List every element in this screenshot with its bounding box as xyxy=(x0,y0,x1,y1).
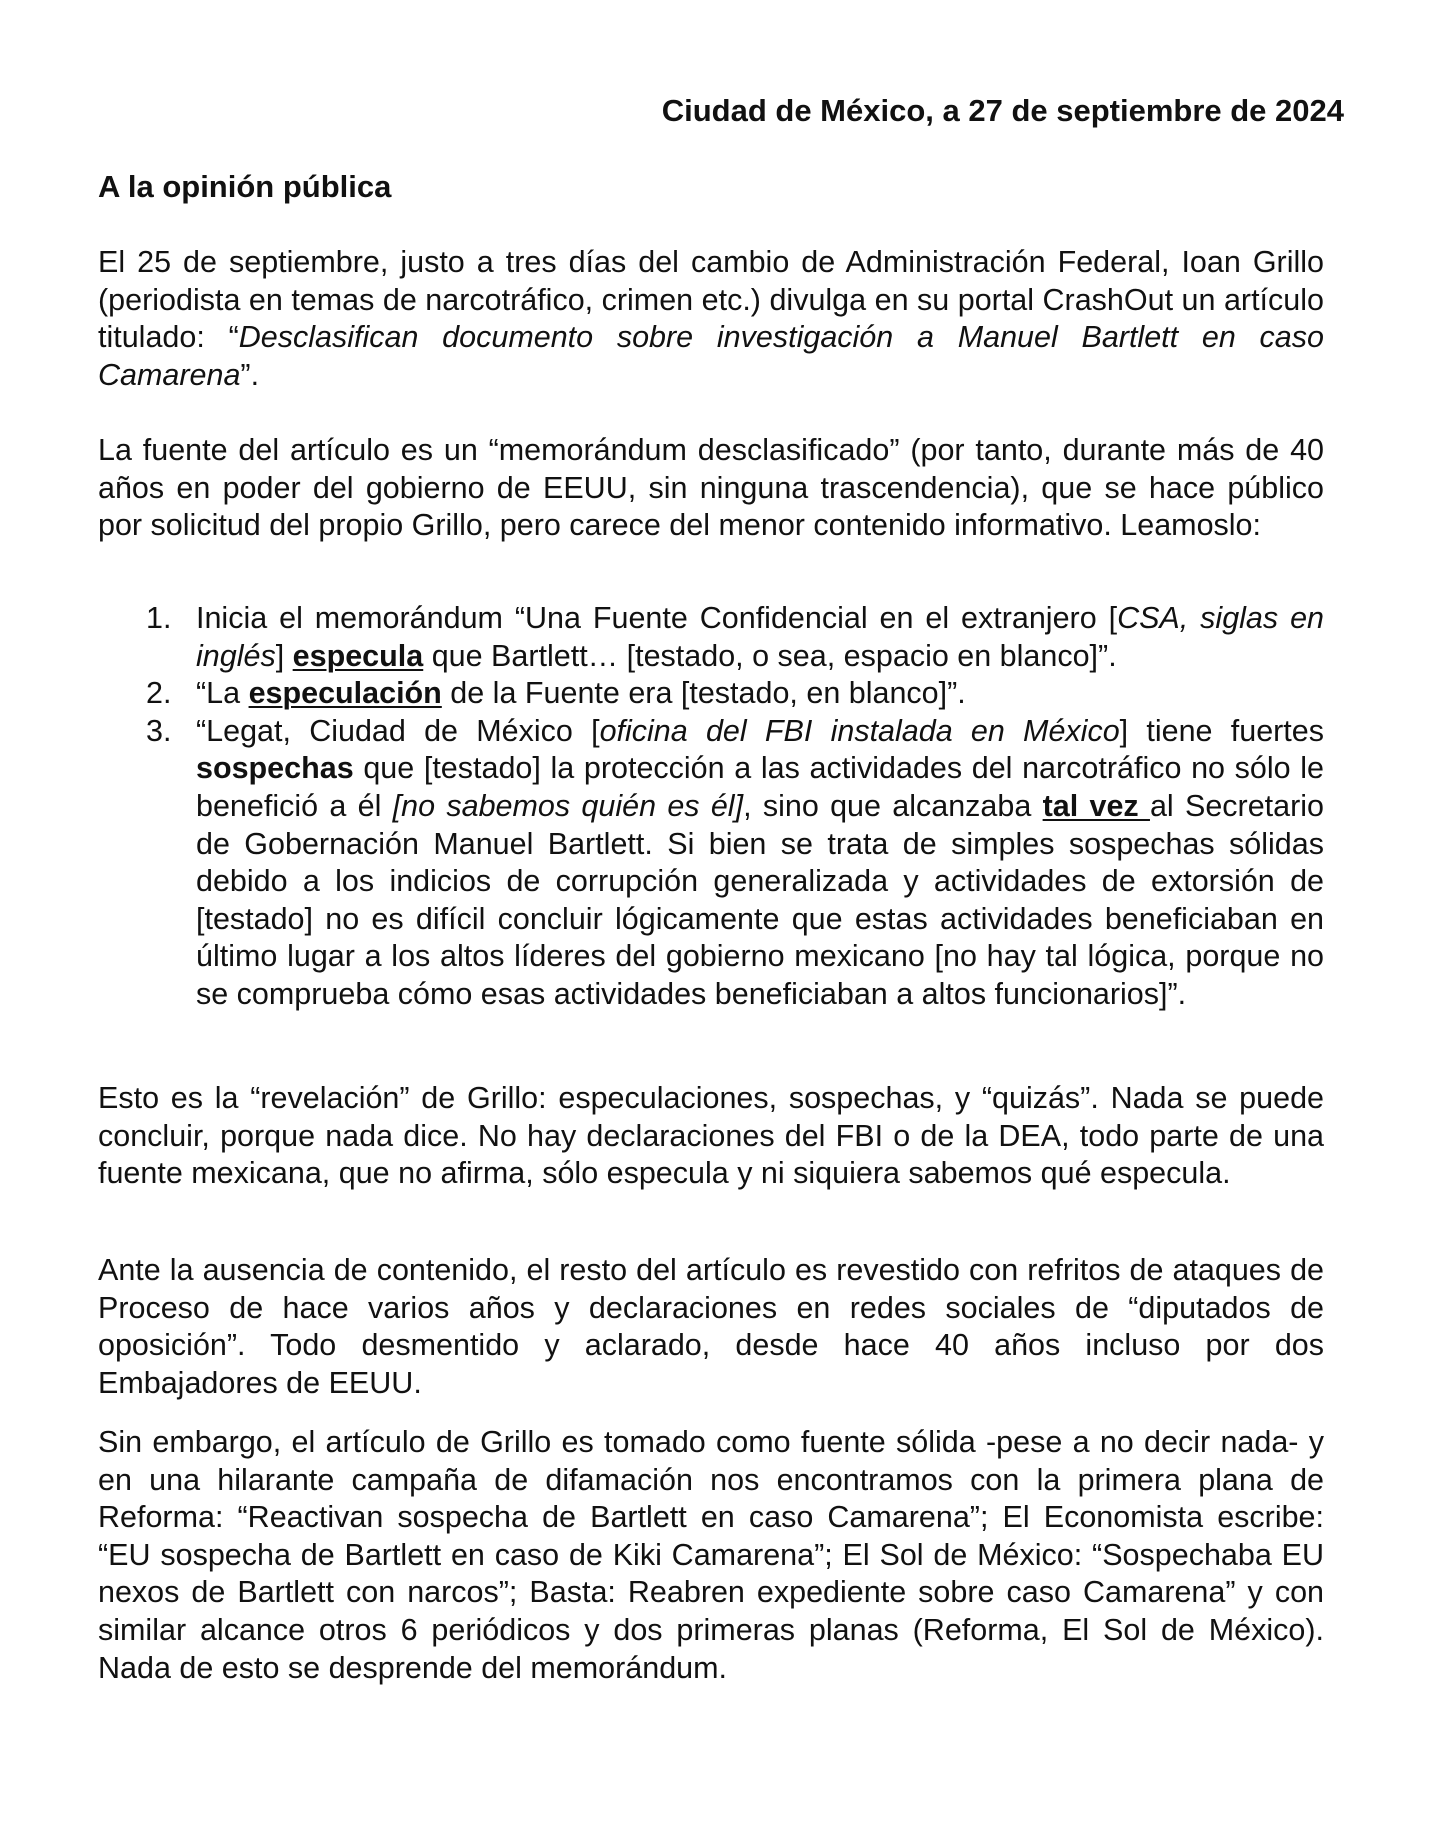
list-item-text: de la Fuente era [testado, en blanco]”. xyxy=(441,676,966,711)
list-item-number: 3. xyxy=(146,713,172,748)
list-item xyxy=(98,675,1324,713)
paragraph-4: Ante la ausencia de contenido, el resto del artículo es revestido con refritos de ataques de Proceso de hace varios años y declaraciones en redes sociales de “diputados de oposición”. Todo desmentido y aclarado, desde hace 40 años incluso por dos Embajadores de EEUU. xyxy=(98,1253,1324,1400)
list-item xyxy=(98,600,1324,675)
list-item-number: 1. xyxy=(146,601,172,635)
list-item-italic: CSA, siglas en inglés xyxy=(196,601,1324,673)
list-item-text: Inicia el memorándum “Una Fuente Confidencial en el extranjero [ xyxy=(196,601,1118,635)
paragraph-3: Esto es la “revelación” de Grillo: especulaciones, sospechas, y “quizás”. Nada se puede concluir, porque nada dice. No hay declaraciones del FBI o de la DEA, todo parte de una fuente mexicana, que no afirma, sólo especula y ni siquiera sabemos qué especula. xyxy=(98,1081,1324,1191)
list-item-italic: [no sabemos quién es él] xyxy=(392,788,744,823)
list-item-text: “La xyxy=(196,676,249,711)
list-item-text: que Bartlett… [testado, o sea, espacio en blanco]”. xyxy=(423,638,1117,673)
list-item-text: , sino que alcanzaba xyxy=(743,788,1043,823)
paragraph-5: Sin embargo, el artículo de Grillo es tomado como fuente sólida -pese a no decir nada- y en una hilarante campaña de difamación nos encontramos con la primera plana de Reforma: “Reactivan sospecha de Bartlett en caso Camarena”; El Economista escribe: “EU sospecha de Bartlett en caso de Kiki Camarena”; El Sol de México: “Sospechaba EU nexos de Bartlett con narcos”; Basta: Reabren expediente sobre caso Camarena” y con similar alcance otros 6 periódicos y dos primeras planas (Reforma, El Sol de México). Nada de esto se desprende del memorándum. xyxy=(98,1425,1324,1685)
list-item-italic: oficina del FBI instalada en México xyxy=(599,713,1120,748)
salutation: A la opinión pública xyxy=(98,169,392,204)
list-item-emphasis: especulación xyxy=(248,676,442,711)
list-item xyxy=(98,713,1324,1014)
paragraph-1-text-a: El 25 de septiembre, justo a tres días del cambio de Administración Federal, Ioan Grillo (periodista en temas de narcotráfico, crimen etc.) divulga en su portal CrashOut un artículo titulado: “ xyxy=(98,245,1324,355)
paragraph-1-text-b: ”. xyxy=(240,357,260,392)
list-item-number: 2. xyxy=(146,676,172,711)
list-item-emphasis: tal vez xyxy=(1042,788,1150,823)
list-item-text: al Secretario de Gobernación Manuel Bartlett. Si bien se trata de simples sospechas sólidas debido a los indicios de corrupción generalizada y actividades de extorsión de [testado] no es difícil concluir lógicamente que estas actividades beneficiaban en último lugar a los altos líderes del gobierno mexicano [no hay tal lógica, porque no se comprueba cómo esas actividades beneficiaban a altos funcionarios]”. xyxy=(196,788,1325,1011)
list-item-text: que [testado] la protección a las actividades del narcotráfico no sólo le benefició a él xyxy=(196,751,1324,823)
list-item-text: “Legat, Ciudad de México [ xyxy=(196,713,600,748)
list-item-text: ] xyxy=(275,638,293,673)
date-line: Ciudad de México, a 27 de septiembre de 2024 xyxy=(661,93,1344,128)
paragraph-1 xyxy=(98,244,1324,394)
numbered-list xyxy=(98,600,1324,1014)
list-item-emphasis: especula xyxy=(292,638,424,673)
paragraph-2: La fuente del artículo es un “memorándum desclasificado” (por tanto, durante más de 40 años en poder del gobierno de EEUU, sin ninguna trascendencia), que se hace público por solicitud del propio Grillo, pero carece del menor contenido informativo. Leamoslo: xyxy=(98,433,1324,543)
list-item-text: ] tiene fuertes xyxy=(1119,713,1324,748)
article-title: Desclasifican documento sobre investigación a Manuel Bartlett en caso Camarena xyxy=(98,320,1324,392)
list-item-bold: sospechas xyxy=(196,751,354,786)
